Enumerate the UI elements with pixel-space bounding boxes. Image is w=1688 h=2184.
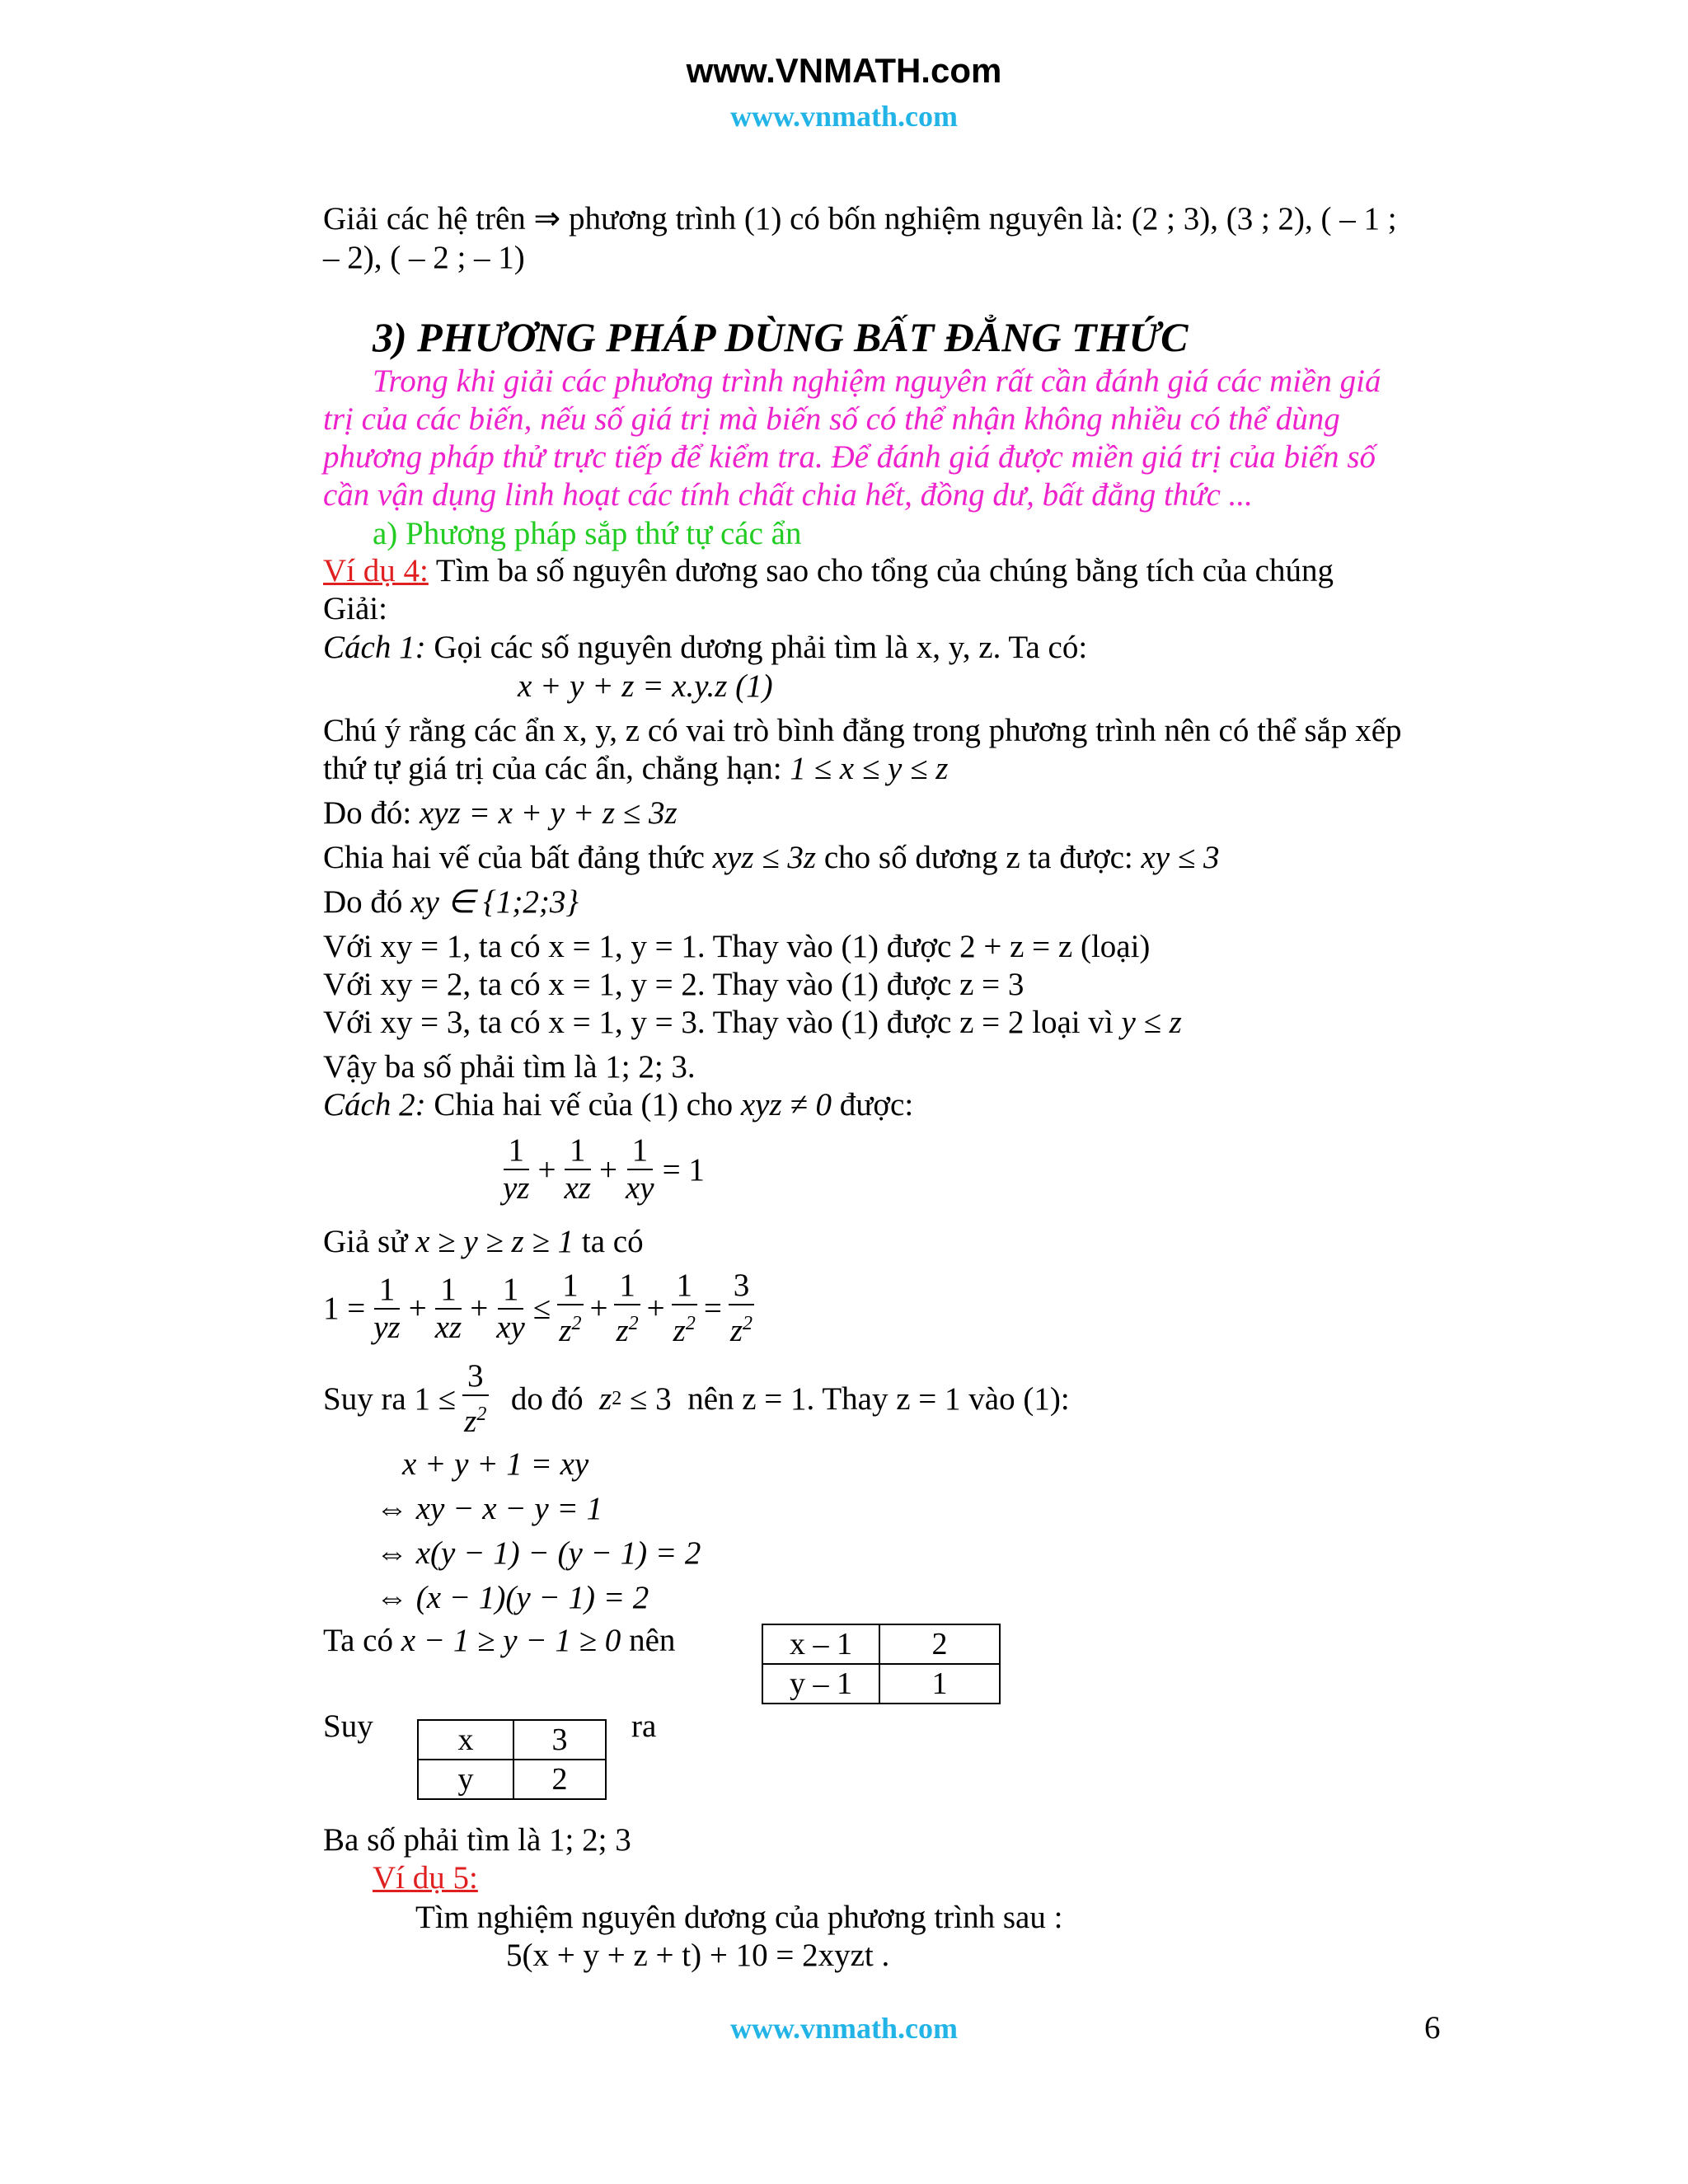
method2-label: Cách 2: (323, 1087, 426, 1122)
ineq-frac-3-over-z2: $\frac{3}{z^2}$ (725, 1269, 757, 1347)
solution-label: Giải: (323, 591, 387, 626)
ta-co-line (323, 1622, 675, 1660)
chia-math-2: xy ≤ 3 (1141, 840, 1220, 875)
fraction-1-over-xy: $\frac{1}{xy}$ (626, 1132, 654, 1206)
case-line-2: Với xy = 2, ta có x = 1, y = 2. Thay vào (1) được z = 3 (323, 967, 1025, 1002)
fraction-equation (495, 1134, 705, 1205)
example5-label (373, 1859, 478, 1897)
intro-line-2: – 2), ( – 2 ; – 1) (323, 240, 525, 275)
assume-end: ta có (574, 1224, 644, 1259)
step-2: ⇔ xy − x − y = 1 (376, 1491, 603, 1526)
note-line-2-text: thứ tự giá trị của các ẩn, chẳng hạn: (323, 751, 790, 786)
method1-line (323, 629, 1087, 667)
table-row (762, 1664, 1000, 1704)
conclusion-1: Vậy ba số phải tìm là 1; 2; 3. (323, 1049, 696, 1085)
suy-ra-frac: $\frac{3}{z^2}$ (459, 1360, 491, 1438)
do-do-text-2: Do đó (323, 884, 411, 920)
table-row (418, 1720, 606, 1760)
ineq-frac-z2-b: $\frac{1}{z^2}$ (611, 1269, 643, 1347)
ra-word: ra (631, 1708, 657, 1744)
table-differences (762, 1624, 1001, 1704)
subheading: a) Phương pháp sắp thứ tự các ẩn (373, 516, 802, 551)
method1-text: Gọi các số nguyên dương phải tìm là x, y, z. Ta có: (425, 630, 1088, 665)
equals-sign: = (703, 1291, 722, 1326)
table-cell: x – 1 (762, 1624, 879, 1664)
chia-math-1: xyz ≤ 3z (712, 840, 817, 875)
method2-line (323, 1086, 913, 1124)
plus-sign: + (589, 1291, 608, 1326)
suy-ra-line (323, 1360, 1070, 1438)
do-do-line-1 (323, 794, 678, 832)
suy-ra-text: Suy ra 1 ≤ (323, 1381, 457, 1417)
intro-line-1: Giải các hệ trên ⇒ phương trình (1) có bốn nghiệm nguyên là: (2 ; 3), (3 ; 2), ( – 1 ; (323, 201, 1397, 237)
table-cell: 2 (879, 1624, 1000, 1664)
suy-ra-le: ≤ 3 (621, 1381, 672, 1417)
do-do-math-2: xy ∈ {1;2;3} (410, 884, 579, 920)
ineq-frac-z2-a: $\frac{1}{z^2}$ (554, 1269, 586, 1347)
site-header-sub: www.vnmath.com (730, 100, 958, 133)
suy-ra-z: z (599, 1381, 612, 1417)
ineq-frac-xz: $\frac{1}{xz}$ (434, 1271, 462, 1345)
section-desc-line-4: cần vận dụng linh hoạt các tính chất chia hết, đồng dư, bất đẳng thức ... (323, 477, 1253, 513)
ineq-frac-xy: $\frac{1}{xy}$ (496, 1271, 525, 1345)
chia-line (323, 839, 1220, 877)
example4-problem: Tìm ba số nguyên dương sao cho tổng của chúng bằng tích của chúng (428, 553, 1334, 588)
note-line-1: Chú ý rằng các ẩn x, y, z có vai trò bình đẳng trong phương trình nên có thể sắp xếp (323, 713, 1402, 748)
ta-co-text: Ta có (323, 1623, 401, 1658)
example5-equation: 5(x + y + z + t) + 10 = 2xyzt . (506, 1938, 890, 1973)
example4-problem-line (323, 552, 1334, 590)
le-sign: ≤ (532, 1291, 551, 1326)
table-cell: 1 (879, 1664, 1000, 1704)
table-cell: y – 1 (762, 1664, 879, 1704)
equation-1: x + y + z = x.y.z (1) (518, 668, 773, 704)
case-line-1: Với xy = 1, ta có x = 1, y = 1. Thay vào (1) được 2 + z = z (loại) (323, 929, 1151, 964)
method2-text: Chia hai vế của (1) cho (425, 1087, 741, 1122)
step-1: x + y + 1 = xy (402, 1446, 589, 1482)
order-inequality: 1 ≤ x ≤ y ≤ z (790, 751, 949, 786)
ta-co-end: nên (621, 1623, 676, 1658)
example4-label: Ví dụ 4: (323, 553, 429, 588)
conclusion-2: Ba số phải tìm là 1; 2; 3 (323, 1822, 631, 1858)
chia-text-2: cho số dương z ta được: (816, 840, 1142, 875)
plus-sign: + (537, 1151, 556, 1188)
ta-co-math: x − 1 ≥ y − 1 ≥ 0 (401, 1623, 621, 1658)
section-desc-line-2: trị của các biến, nếu số giá trị mà biến số có thể nhận không nhiều có thể dùng (323, 401, 1340, 437)
plus-sign: + (470, 1291, 489, 1326)
case-3-text: Với xy = 3, ta có x = 1, y = 3. Thay vào (1) được z = 2 loại vì (323, 1005, 1122, 1040)
example5-problem: Tìm nghiệm nguyên dương của phương trình sau : (415, 1900, 1063, 1935)
assume-text: Giả sử (323, 1224, 416, 1259)
ineq-frac-yz: $\frac{1}{yz}$ (373, 1271, 401, 1345)
note-line-2 (323, 750, 948, 788)
inequality-chain (323, 1269, 761, 1347)
plus-sign: + (408, 1291, 427, 1326)
do-do-line-2 (323, 883, 579, 921)
plus-sign: + (599, 1151, 617, 1188)
step-4: ⇔ (x − 1)(y − 1) = 2 (376, 1580, 649, 1615)
step-3: ⇔ x(y − 1) − (y − 1) = 2 (376, 1535, 701, 1571)
site-header-main: www.VNMATH.com (686, 51, 1002, 90)
method2-end: được: (832, 1087, 914, 1122)
do-do-math-1: xyz = x + y + z ≤ 3z (420, 795, 678, 831)
suy-ra-sq: 2 (612, 1388, 622, 1409)
table-row (418, 1760, 606, 1799)
ineq-lead: 1 = (323, 1291, 366, 1326)
section-heading: 3) PHƯƠNG PHÁP DÙNG BẤT ĐẲNG THỨC (373, 314, 1189, 360)
table-row (762, 1624, 1000, 1664)
table-cell: 2 (513, 1760, 606, 1799)
fraction-1-over-xz: $\frac{1}{xz}$ (564, 1132, 591, 1206)
assume-line (323, 1223, 644, 1261)
section-desc-line-1: Trong khi giải các phương trình nghiệm nguyên rất cần đánh giá các miền giá (373, 363, 1381, 399)
site-footer: www.vnmath.com (730, 2012, 958, 2045)
table-cell: y (418, 1760, 513, 1799)
chia-text-1: Chia hai vế của bất đảng thức (323, 840, 713, 875)
suy-ra-end: nên z = 1. Thay z = 1 vào (1): (671, 1381, 1070, 1417)
suy-ra-mid: do đó (495, 1381, 600, 1417)
table-cell: x (418, 1720, 513, 1760)
fraction-1-over-yz: $\frac{1}{yz}$ (503, 1132, 530, 1206)
case-3-math: y ≤ z (1121, 1005, 1182, 1040)
plus-sign: + (646, 1291, 665, 1326)
page-number: 6 (1424, 2010, 1441, 2046)
section-desc-line-3: phương pháp thử trực tiếp để kiểm tra. Để đánh giá được miền giá trị của biến số (323, 439, 1376, 475)
assume-math: x ≥ y ≥ z ≥ 1 (415, 1224, 574, 1259)
method1-label: Cách 1: (323, 630, 426, 665)
table-solution (417, 1719, 607, 1800)
method2-math: xyz ≠ 0 (740, 1087, 832, 1122)
equals-one: = 1 (662, 1151, 705, 1188)
do-do-text-1: Do đó: (323, 795, 420, 831)
table-cell: 3 (513, 1720, 606, 1760)
suy-word: Suy (323, 1708, 373, 1744)
case-line-3 (323, 1004, 1182, 1042)
ineq-frac-z2-c: $\frac{1}{z^2}$ (668, 1269, 701, 1347)
example5-label-text: Ví dụ 5: (373, 1860, 478, 1896)
